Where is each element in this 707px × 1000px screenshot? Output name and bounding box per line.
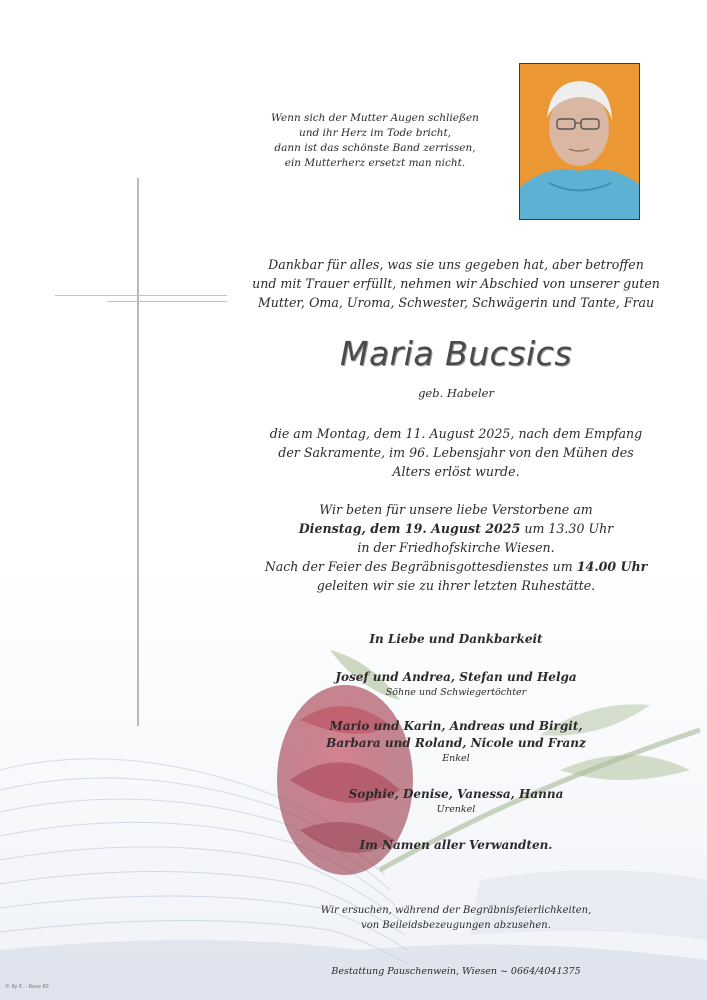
deceased-name: Maria Bucsics bbox=[339, 334, 573, 373]
burial-text: Nach der Feier des Begräbnisgottesdienstes um bbox=[264, 559, 577, 574]
service-date: Dienstag, dem 19. August 2025 bbox=[298, 521, 521, 536]
mourner-names: Mario und Karin, Andreas und Birgit, bbox=[329, 719, 583, 733]
service-line: in der Friedhofskirche Wiesen. bbox=[357, 540, 555, 555]
mourner-names: Sophie, Denise, Vanessa, Hanna bbox=[348, 787, 564, 801]
maiden-name: geb. Habeler bbox=[418, 386, 494, 400]
service-time: um 13.30 Uhr bbox=[520, 521, 614, 536]
intro-line: Dankbar für alles, was sie uns gegeben hat, aber betroffen bbox=[268, 257, 644, 272]
intro-line: Mutter, Oma, Uroma, Schwester, Schwägerin und Tante, Frau bbox=[257, 295, 655, 310]
mourner-names: Barbara und Roland, Nicole und Franz bbox=[326, 736, 586, 750]
portrait-photo bbox=[519, 63, 640, 220]
service-line: Wir beten für unsere liebe Verstorbene am bbox=[319, 502, 593, 517]
mourner-relation: Enkel bbox=[442, 753, 470, 764]
memorial-poem bbox=[240, 111, 510, 171]
death-line: der Sakramente, im 96. Lebensjahr von den Mühen des bbox=[278, 445, 634, 460]
request-line: Wir ersuchen, während der Begräbnisfeierlichkeiten, bbox=[320, 905, 592, 916]
poem-line: Wenn sich der Mutter Augen schließen bbox=[271, 112, 479, 124]
mourner-names: Josef und Andrea, Stefan und Helga bbox=[335, 670, 577, 684]
cross-horizontal-bar-lower bbox=[107, 301, 227, 302]
poem-line: und ihr Herz im Tode bricht, bbox=[298, 127, 452, 139]
mourner-group bbox=[240, 669, 672, 700]
cross-vertical-bar bbox=[137, 178, 139, 726]
death-line: Alters erlöst wurde. bbox=[392, 464, 520, 479]
mourner-group bbox=[240, 786, 672, 817]
mourner-group bbox=[240, 718, 672, 766]
mourner-relation: Söhne und Schwiegertöchter bbox=[385, 687, 527, 698]
condolence-request bbox=[240, 903, 672, 933]
burial-time-line bbox=[240, 557, 672, 576]
intro-text bbox=[240, 255, 672, 312]
cross-horizontal-bar bbox=[55, 295, 227, 296]
image-credit: © Ky E. - Rose 60 bbox=[5, 984, 49, 990]
poem-line: ein Mutterherz ersetzt man nicht. bbox=[284, 157, 466, 169]
poem-line: dann ist das schönste Band zerrissen, bbox=[274, 142, 476, 154]
request-line: von Beileidsbezeugungen abzusehen. bbox=[361, 920, 551, 931]
closing-phrase: In Liebe und Dankbarkeit bbox=[369, 632, 543, 646]
relatives-line: Im Namen aller Verwandten. bbox=[359, 838, 553, 852]
service-date-line bbox=[240, 519, 672, 538]
undertaker-contact: Bestattung Pauschenwein, Wiesen ~ 0664/4041375 bbox=[331, 966, 581, 977]
funeral-service-info bbox=[240, 500, 672, 595]
death-line: die am Montag, dem 11. August 2025, nach dem Empfang bbox=[269, 426, 643, 441]
service-line: geleiten wir sie zu ihrer letzten Ruhestätte. bbox=[316, 578, 596, 593]
death-notice bbox=[240, 424, 672, 481]
mourner-relation: Urenkel bbox=[436, 804, 476, 815]
burial-time: 14.00 Uhr bbox=[576, 559, 648, 574]
intro-line: und mit Trauer erfüllt, nehmen wir Abschied von unserer guten bbox=[252, 276, 660, 291]
